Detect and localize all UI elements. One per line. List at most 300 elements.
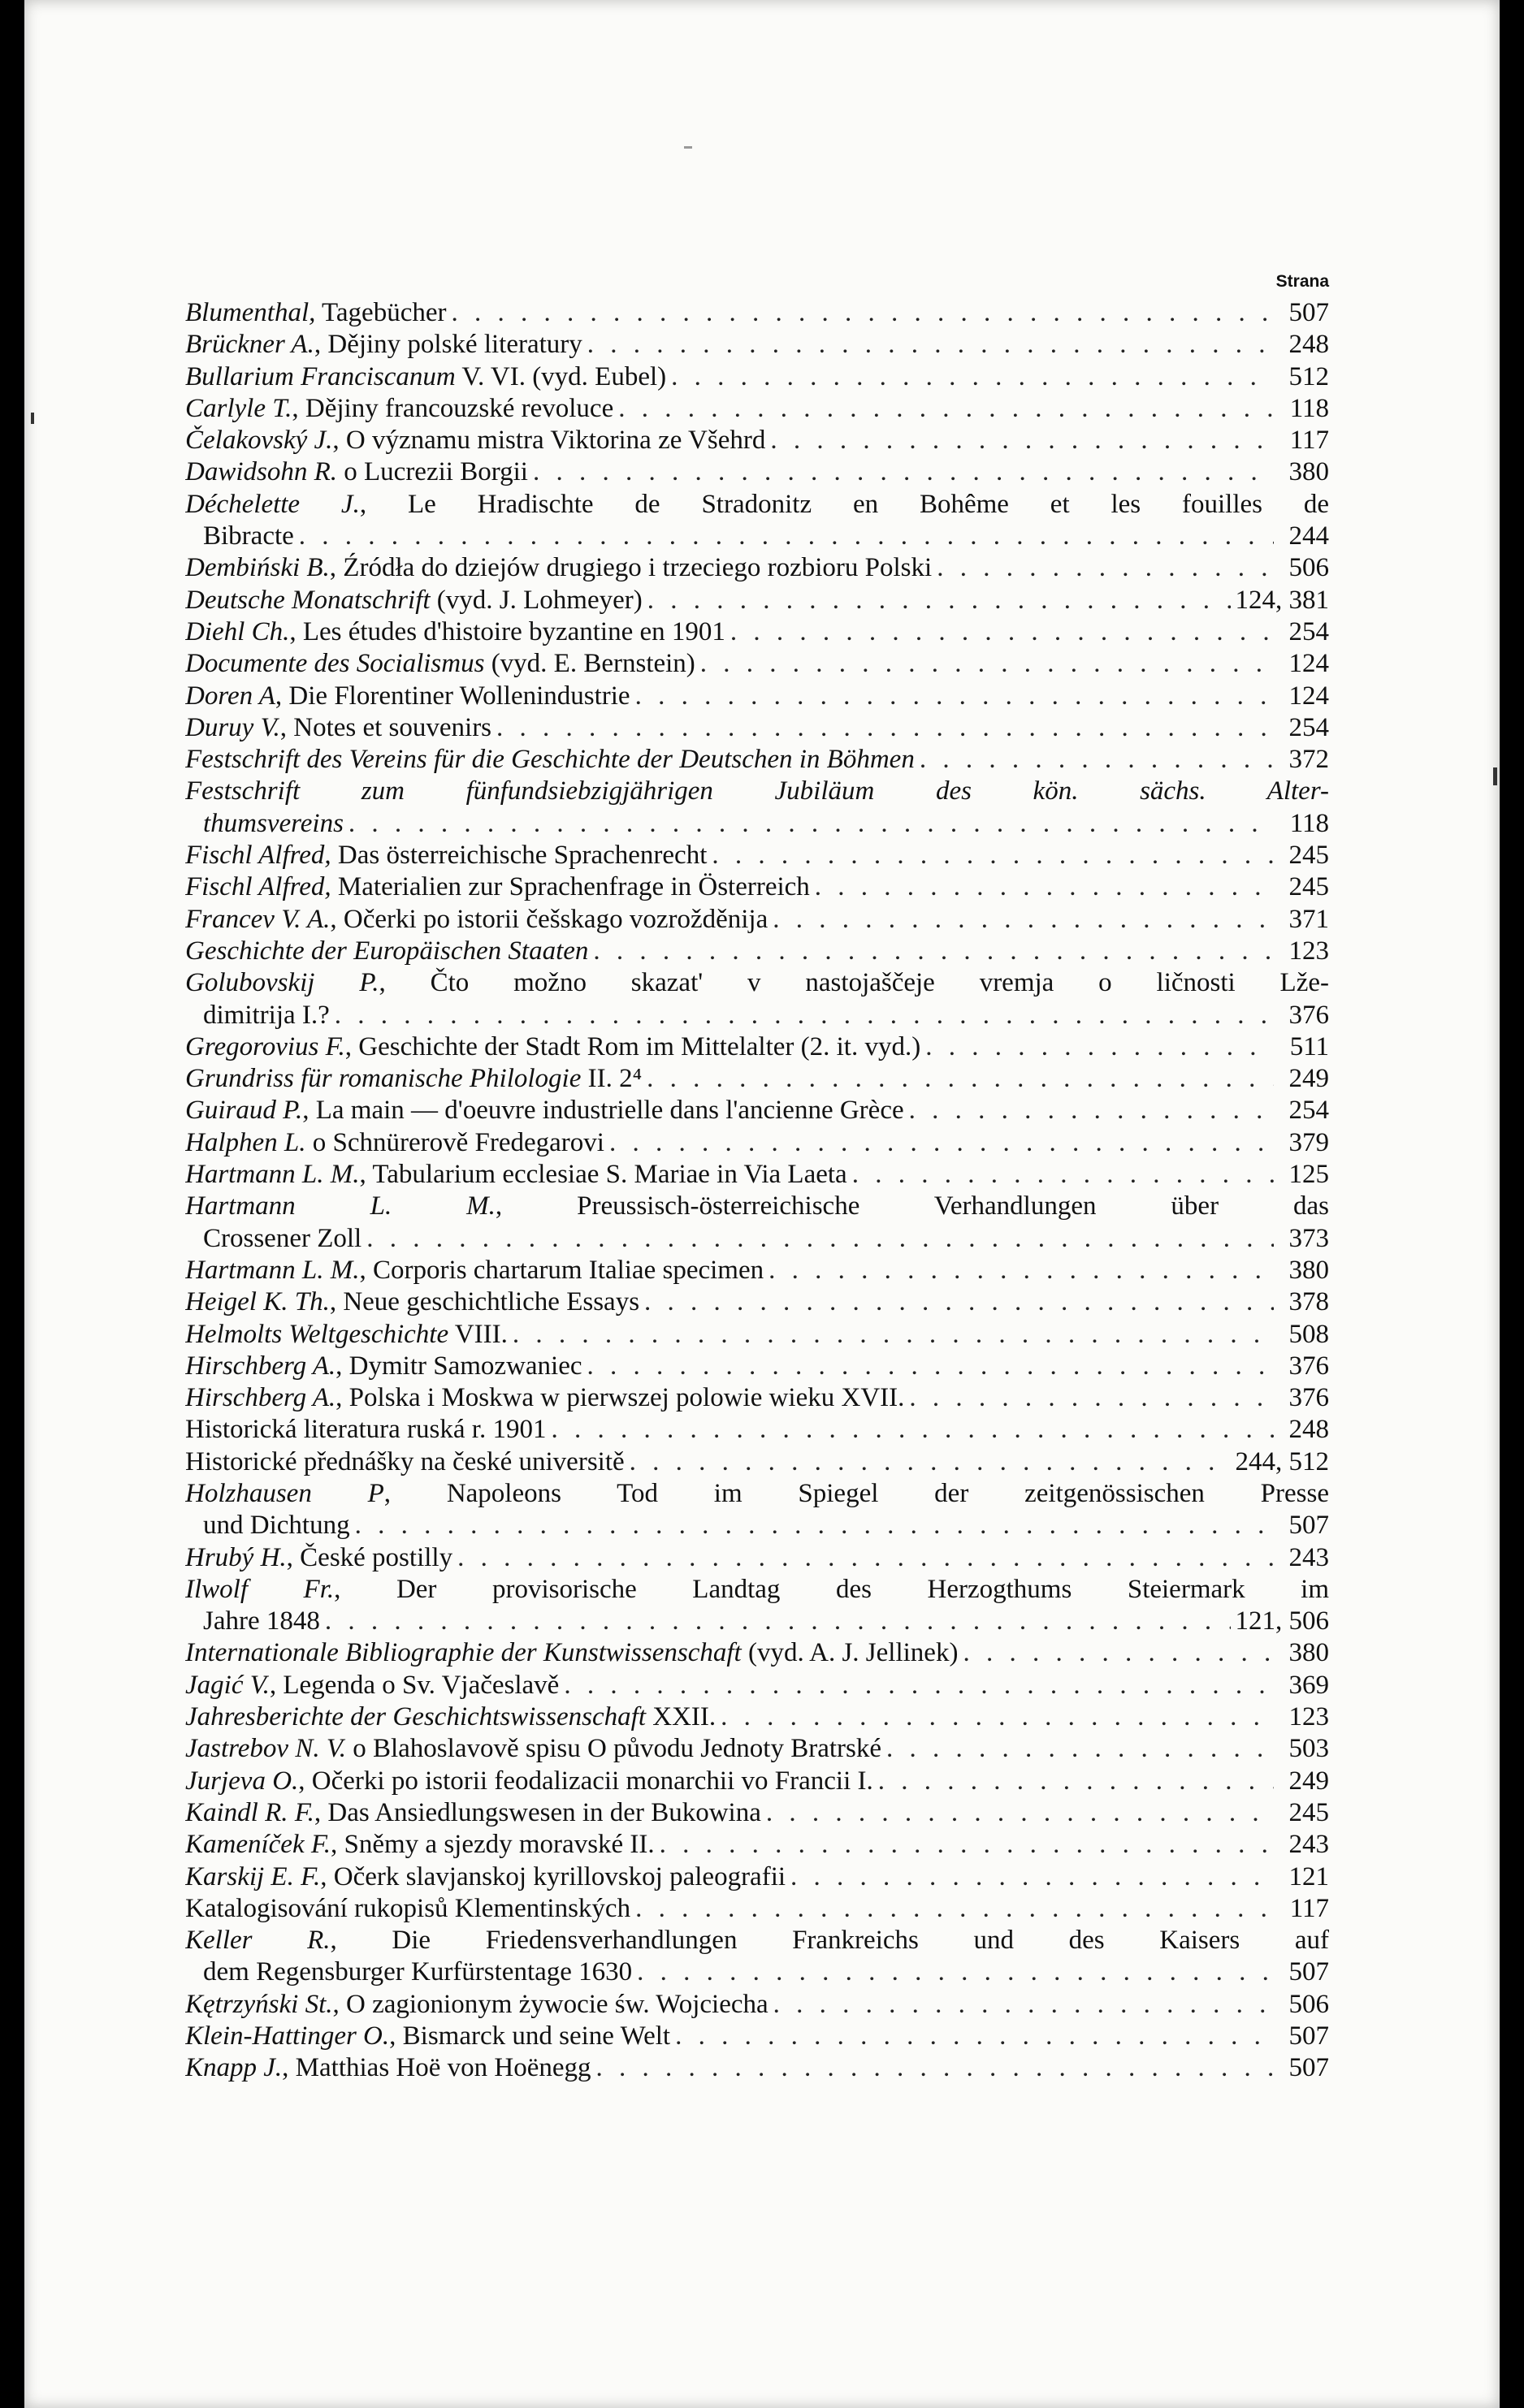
entry-author: Knapp J. xyxy=(185,2053,283,2083)
entry-line xyxy=(185,1766,1329,1797)
entry-description: , Očerki po istorii feodalizacii monarchii vo Francii I. xyxy=(298,1766,873,1796)
entry-description: , O zagionionym żywocie św. Wojciecha xyxy=(332,1989,768,2019)
entry-description: , České postilly xyxy=(286,1542,453,1572)
entry-line xyxy=(185,776,1329,807)
entry-line xyxy=(185,1670,1329,1701)
entry-description: XXII. xyxy=(646,1702,717,1732)
page-number: 511 xyxy=(1289,1031,1329,1061)
entry-author: Fischl Alfred, xyxy=(185,841,331,871)
entry-text xyxy=(203,1956,632,1988)
entry-description: II. 2⁴ xyxy=(581,1064,643,1094)
entry-text xyxy=(185,552,932,584)
entry-description: (vyd. J. Lohmeyer) xyxy=(430,585,643,615)
entry-text xyxy=(185,776,1329,807)
margin-mark xyxy=(31,413,34,424)
entry-description: , Le Hradischte de Stradonitz en Bohême et les fouilles de xyxy=(359,489,1329,519)
entry-text xyxy=(185,1861,786,1893)
leader-dots xyxy=(730,616,1274,648)
leader-dots xyxy=(675,2021,1274,2052)
entry-line xyxy=(185,1829,1329,1861)
entry-line xyxy=(185,1159,1329,1191)
entry-author: Kętrzyński St. xyxy=(185,1989,333,2019)
entry-author: Jastrebov N. V. xyxy=(185,1734,346,1764)
entry-text xyxy=(185,1095,904,1126)
entry-author: Hartmann L. M. xyxy=(185,1255,360,1285)
entry-line xyxy=(185,1733,1329,1765)
entry-continuation: dem Regensburger Kurfürstentage 1630 xyxy=(203,1957,633,1987)
entry-text xyxy=(185,904,768,936)
entry-text xyxy=(185,1637,958,1669)
leader-dots xyxy=(635,1893,1274,1925)
leader-dots xyxy=(457,1542,1274,1574)
entry-text xyxy=(185,1159,847,1191)
entry-title: Bullarium Franciscanum xyxy=(185,361,456,391)
entry-continuation-line xyxy=(185,808,1329,840)
entry-author: Hirschberg A. xyxy=(185,1383,336,1413)
entry-description: Historické přednášky na české universitě xyxy=(185,1446,625,1476)
entry-continuation-line xyxy=(185,521,1329,552)
page-number: 248 xyxy=(1288,1415,1329,1445)
entry-author: Gregorovius F. xyxy=(185,1031,345,1061)
entry-description: , Die Florentiner Wollenindustrie xyxy=(275,681,630,711)
page-number: 243 xyxy=(1288,1830,1329,1860)
entry-text xyxy=(185,1063,642,1095)
entry-author: Kameníček F. xyxy=(185,1830,331,1860)
entry-text xyxy=(185,1893,630,1925)
entry-text xyxy=(185,425,765,456)
index-entry xyxy=(185,361,1329,393)
page-number: 254 xyxy=(1288,616,1329,646)
scanned-page xyxy=(24,0,1500,2408)
leader-dots xyxy=(937,552,1274,584)
index-entry xyxy=(185,616,1329,648)
entry-description: , Les études d'histoire byzantine en 1901 xyxy=(289,616,725,646)
leader-dots xyxy=(635,681,1274,712)
entry-text xyxy=(185,967,1329,999)
index-entry xyxy=(185,329,1329,361)
leader-dots xyxy=(630,1446,1231,1478)
page-number: 245 xyxy=(1288,1797,1329,1827)
entry-author: Ilwolf Fr. xyxy=(185,1574,335,1604)
entry-line xyxy=(185,1797,1329,1829)
page-number: 506 xyxy=(1288,1989,1329,2019)
leader-dots xyxy=(496,712,1274,744)
entry-line xyxy=(185,648,1329,680)
entry-author: Blumenthal, xyxy=(185,298,316,327)
entry-author: Dawidsohn R. xyxy=(185,457,338,487)
index-entry xyxy=(185,904,1329,936)
entry-line xyxy=(185,1351,1329,1382)
entry-line xyxy=(185,936,1329,967)
page-number: 369 xyxy=(1288,1670,1329,1700)
entry-author: Guiraud P. xyxy=(185,1096,303,1126)
index-entry xyxy=(185,1829,1329,1861)
entry-continuation-line xyxy=(185,1956,1329,1988)
entry-author: Hartmann L. M. xyxy=(185,1160,360,1190)
entry-author: Klein-Hattinger O. xyxy=(185,2021,390,2051)
leader-dots xyxy=(770,425,1274,456)
entry-author: Jagić V. xyxy=(185,1670,270,1700)
entry-line xyxy=(185,840,1329,871)
page-number: 124, 381 xyxy=(1235,585,1329,615)
entry-line xyxy=(185,616,1329,648)
entry-text xyxy=(185,1414,546,1446)
index-entry xyxy=(185,1574,1329,1638)
entry-title: Festschrift des Vereins für die Geschichte der Deutschen in Böhmen xyxy=(185,745,915,775)
entry-line xyxy=(185,681,1329,712)
entry-text xyxy=(185,1542,452,1574)
entry-line xyxy=(185,1701,1329,1733)
entry-description: , Napoleons Tod im Spiegel der zeitgenössischen Presse xyxy=(383,1478,1329,1508)
entry-text xyxy=(185,1701,716,1733)
entry-description: Das österreichische Sprachenrecht xyxy=(331,841,708,871)
entry-description: o Lucrezii Borgii xyxy=(337,457,528,487)
index-entry xyxy=(185,1766,1329,1797)
index-entry xyxy=(185,1414,1329,1446)
entry-text xyxy=(185,2021,670,2052)
entry-line xyxy=(185,1446,1329,1478)
leader-dots xyxy=(909,1382,1274,1414)
index-entry xyxy=(185,1701,1329,1733)
entry-text xyxy=(185,1670,559,1701)
leader-dots xyxy=(647,585,1231,616)
index-entry xyxy=(185,489,1329,553)
page-number: 249 xyxy=(1288,1064,1329,1094)
page-number: 380 xyxy=(1288,1255,1329,1285)
entry-description: , Dějiny francouzské revoluce xyxy=(292,393,614,423)
entry-line xyxy=(185,967,1329,999)
page-number: 378 xyxy=(1288,1287,1329,1317)
leader-dots xyxy=(325,1606,1231,1637)
entry-text xyxy=(185,1031,920,1063)
leader-dots xyxy=(671,361,1274,393)
entry-line xyxy=(185,1286,1329,1318)
entry-author: Hrubý H. xyxy=(185,1542,287,1572)
entry-text xyxy=(185,393,613,425)
entry-author: Čelakovský J. xyxy=(185,426,333,456)
page-column-heading: Strana xyxy=(1275,272,1329,291)
entry-text xyxy=(203,808,344,840)
page-number: 117 xyxy=(1289,1893,1329,1923)
index-entry xyxy=(185,1989,1329,2021)
index-entry xyxy=(185,552,1329,584)
entry-line xyxy=(185,393,1329,425)
leader-dots xyxy=(721,1701,1274,1733)
entry-description: V. VI. (vyd. Eubel) xyxy=(455,361,667,391)
index-entry xyxy=(185,1446,1329,1478)
entry-title: Geschichte der Europäischen Staaten xyxy=(185,936,589,966)
index-entry xyxy=(185,712,1329,744)
page-number: 254 xyxy=(1288,1096,1329,1126)
entry-description: Tagebücher xyxy=(315,298,447,327)
scan-mark xyxy=(684,146,692,149)
entry-description: (vyd. A. J. Jellinek) xyxy=(741,1638,959,1668)
entry-author: Brückner A. xyxy=(185,330,314,360)
entry-description: , Tabularium ecclesiae S. Mariae in Via Laeta xyxy=(359,1160,847,1190)
entry-description: , Dymitr Samozwaniec xyxy=(336,1351,582,1381)
index-entry xyxy=(185,648,1329,680)
entry-description: , Das Ansiedlungswesen in der Bukowina xyxy=(314,1797,761,1827)
entry-continuation-line xyxy=(185,1510,1329,1541)
entry-author: Carlyle T. xyxy=(185,393,292,423)
page-number: 380 xyxy=(1288,1638,1329,1668)
entry-line xyxy=(185,1542,1329,1574)
page-number: 503 xyxy=(1288,1734,1329,1764)
entry-line xyxy=(185,2021,1329,2052)
entry-text xyxy=(185,744,915,776)
page-number: 507 xyxy=(1288,2053,1329,2083)
entry-description: , Źródła do dziejów drugiego i trzeciego rozbioru Polski xyxy=(329,553,933,583)
leader-dots xyxy=(452,297,1275,329)
entry-description: , La main — d'oeuvre industrielle dans l'ancienne Grèce xyxy=(302,1096,904,1126)
page-number: 376 xyxy=(1288,1351,1329,1381)
entry-author: Fischl Alfred, xyxy=(185,872,331,902)
page-number: 248 xyxy=(1288,330,1329,360)
entry-line xyxy=(185,456,1329,488)
page-number: 121, 506 xyxy=(1235,1606,1329,1636)
entry-text xyxy=(185,1829,655,1861)
page-number: 373 xyxy=(1288,1223,1329,1253)
entry-description: , Bismarck und seine Welt xyxy=(389,2021,671,2051)
page-number: 507 xyxy=(1288,2021,1329,2051)
entry-continuation-line xyxy=(185,1223,1329,1255)
entry-author: Francev V. A. xyxy=(185,904,331,934)
entry-line xyxy=(185,1063,1329,1095)
entry-continuation: Bibracte xyxy=(203,521,294,551)
entry-text xyxy=(185,1382,904,1414)
entry-text xyxy=(185,1797,761,1829)
entry-description: , Sněmy a sjezdy moravské II. xyxy=(331,1830,655,1860)
entry-title: Deutsche Monatschrift xyxy=(185,585,431,615)
entry-line xyxy=(185,1989,1329,2021)
index-entry xyxy=(185,681,1329,712)
page-number: 380 xyxy=(1288,457,1329,487)
entry-text xyxy=(185,1286,639,1318)
entry-description: , Die Friedensverhandlungen Frankreichs und des Kaisers auf xyxy=(330,1926,1329,1956)
entry-text xyxy=(203,1510,350,1541)
entry-continuation: Jahre 1848 xyxy=(203,1606,320,1636)
index-entry xyxy=(185,2052,1329,2084)
leader-dots xyxy=(366,1223,1274,1255)
leader-dots xyxy=(593,936,1274,967)
index-entry xyxy=(185,1127,1329,1159)
page-number: 249 xyxy=(1288,1766,1329,1796)
entry-title: Documente des Socialismus xyxy=(185,649,485,679)
entry-text xyxy=(185,1191,1329,1222)
leader-dots xyxy=(815,871,1274,903)
entry-text xyxy=(185,1925,1329,1956)
index-entry xyxy=(185,1861,1329,1893)
entry-author: Dembiński B. xyxy=(185,553,330,583)
entry-text xyxy=(185,1127,604,1159)
index-entry xyxy=(185,1382,1329,1414)
index-entry xyxy=(185,1351,1329,1382)
entry-text xyxy=(185,1478,1329,1510)
leader-dots xyxy=(355,1510,1274,1541)
entry-line xyxy=(185,1574,1329,1606)
entry-text xyxy=(185,489,1329,521)
entry-title: Internationale Bibliographie der Kunstwissenschaft xyxy=(185,1638,742,1668)
entry-title: Helmolts Weltgeschichte xyxy=(185,1319,449,1349)
entry-title: Festschrift zum fünfundsiebzigjährigen Jubiläum des kön. sächs. Alter- xyxy=(185,776,1329,806)
page-number: 372 xyxy=(1288,745,1329,775)
index-entry xyxy=(185,1925,1329,1989)
page-number: 506 xyxy=(1288,553,1329,583)
entry-line xyxy=(185,361,1329,393)
page-number: 118 xyxy=(1289,808,1329,838)
leader-dots xyxy=(551,1414,1274,1446)
page-number: 117 xyxy=(1289,426,1329,456)
leader-dots xyxy=(773,1989,1274,2021)
entry-author: Jurjeva O. xyxy=(185,1766,299,1796)
leader-dots xyxy=(564,1670,1274,1701)
leader-dots xyxy=(878,1766,1274,1797)
entry-line xyxy=(185,1031,1329,1063)
leader-dots xyxy=(299,521,1274,552)
entry-text xyxy=(185,456,528,488)
entry-title: Grundriss für romanische Philologie xyxy=(185,1064,582,1094)
page-number: 124 xyxy=(1288,681,1329,711)
index-entry xyxy=(185,1095,1329,1126)
entry-line xyxy=(185,1382,1329,1414)
page-number: 507 xyxy=(1288,1957,1329,1987)
index-list xyxy=(185,266,1329,2085)
entry-text xyxy=(185,1574,1329,1606)
leader-dots xyxy=(587,329,1274,361)
leader-dots xyxy=(773,904,1274,936)
entry-description: , Čto možno skazat' v nastojaščeje vremja o ličnosti Lže- xyxy=(379,968,1329,998)
entry-line xyxy=(185,489,1329,521)
entry-text xyxy=(185,361,666,393)
entry-line xyxy=(185,712,1329,744)
entry-description: , Geschichte der Stadt Rom im Mittelalter (2. it. vyd.) xyxy=(344,1031,921,1061)
index-entry xyxy=(185,1670,1329,1701)
entry-description: (vyd. E. Bernstein) xyxy=(484,649,695,679)
leader-dots xyxy=(963,1637,1274,1669)
margin-mark xyxy=(1493,767,1497,785)
entry-description: , O významu mistra Viktorina ze Všehrd xyxy=(332,426,766,456)
entry-author: Keller R. xyxy=(185,1926,331,1956)
page-number: 376 xyxy=(1288,1383,1329,1413)
entry-description: Materialien zur Sprachenfrage in Österreich xyxy=(331,872,810,902)
entry-text xyxy=(185,681,630,712)
page-number: 512 xyxy=(1288,361,1329,391)
index-entry xyxy=(185,1637,1329,1669)
page-number: 118 xyxy=(1289,393,1329,423)
entry-line xyxy=(185,1478,1329,1510)
entry-description: , Očerki po istorii češskago vozrožděnija xyxy=(330,904,768,934)
entry-text xyxy=(185,329,582,361)
entry-description: Historická literatura ruská r. 1901 xyxy=(185,1415,547,1445)
entry-continuation: Crossener Zoll xyxy=(203,1223,362,1253)
leader-dots xyxy=(660,1829,1274,1861)
entry-title: Jahresberichte der Geschichtswissenschaft xyxy=(185,1702,646,1732)
entry-description: Katalogisování rukopisů Klementinských xyxy=(185,1893,631,1923)
index-entry xyxy=(185,1255,1329,1286)
leader-dots xyxy=(768,1255,1274,1286)
index-entry xyxy=(185,1733,1329,1765)
leader-dots xyxy=(596,2052,1274,2084)
entry-line xyxy=(185,297,1329,329)
leader-dots xyxy=(790,1861,1274,1893)
entry-text xyxy=(185,1733,881,1765)
leader-dots xyxy=(644,1286,1274,1318)
entry-text xyxy=(185,297,447,329)
entry-line xyxy=(185,585,1329,616)
index-entry xyxy=(185,297,1329,329)
index-entry xyxy=(185,1893,1329,1925)
entry-author: Duruy V. xyxy=(185,712,280,742)
entry-text xyxy=(185,1446,625,1478)
leader-dots xyxy=(920,744,1274,776)
entry-description: , Legenda o Sv. Vjačeslavě xyxy=(269,1670,560,1700)
leader-dots xyxy=(609,1127,1274,1159)
entry-line xyxy=(185,1637,1329,1669)
leader-dots xyxy=(618,393,1274,425)
entry-description: , Preussisch-österreichische Verhandlungen über das xyxy=(495,1191,1329,1221)
entries-container xyxy=(185,297,1329,2085)
leader-dots xyxy=(533,456,1274,488)
page-number: 507 xyxy=(1288,1511,1329,1541)
index-entry xyxy=(185,456,1329,488)
leader-dots xyxy=(587,1351,1274,1382)
entry-line xyxy=(185,425,1329,456)
index-entry xyxy=(185,1542,1329,1574)
entry-line xyxy=(185,1414,1329,1446)
page-number: 376 xyxy=(1288,1000,1329,1030)
entry-author: Golubovskij P. xyxy=(185,968,379,998)
entry-description: , Dějiny polské literatury xyxy=(314,330,582,360)
page-number: 379 xyxy=(1288,1127,1329,1157)
entry-text xyxy=(185,616,725,648)
entry-line xyxy=(185,1191,1329,1222)
entry-text xyxy=(185,1766,873,1797)
index-entry xyxy=(185,1191,1329,1255)
entry-author: Hirschberg A. xyxy=(185,1351,336,1381)
entry-text xyxy=(203,1606,320,1637)
entry-text xyxy=(185,936,588,967)
index-entry xyxy=(185,967,1329,1031)
index-entry xyxy=(185,840,1329,871)
page-number: 243 xyxy=(1288,1542,1329,1572)
page-number: 245 xyxy=(1288,872,1329,902)
leader-dots xyxy=(513,1319,1274,1351)
index-entry xyxy=(185,1319,1329,1351)
leader-dots xyxy=(909,1095,1274,1126)
index-entry xyxy=(185,776,1329,840)
leader-dots xyxy=(712,840,1274,871)
entry-author: Halphen L. xyxy=(185,1127,306,1157)
entry-text xyxy=(185,871,810,903)
page-number: 508 xyxy=(1288,1319,1329,1349)
entry-author: Heigel K. Th. xyxy=(185,1287,330,1317)
index-entry xyxy=(185,425,1329,456)
page-number: 123 xyxy=(1288,936,1329,966)
entry-text xyxy=(185,1989,768,2021)
entry-description: , Corporis chartarum Italiae specimen xyxy=(359,1255,764,1285)
page-number: 254 xyxy=(1288,712,1329,742)
entry-description: o Schnürerově Fredegarovi xyxy=(305,1127,604,1157)
page-number: 123 xyxy=(1288,1702,1329,1732)
entry-text xyxy=(185,1255,764,1286)
leader-dots xyxy=(637,1956,1274,1988)
page-number: 121 xyxy=(1288,1861,1329,1891)
leader-dots xyxy=(700,648,1274,680)
entry-description: o Blahoslavově spisu O původu Jednoty Bratrské xyxy=(345,1734,882,1764)
index-entry xyxy=(185,1031,1329,1063)
entry-text xyxy=(203,1000,330,1031)
entry-line xyxy=(185,904,1329,936)
